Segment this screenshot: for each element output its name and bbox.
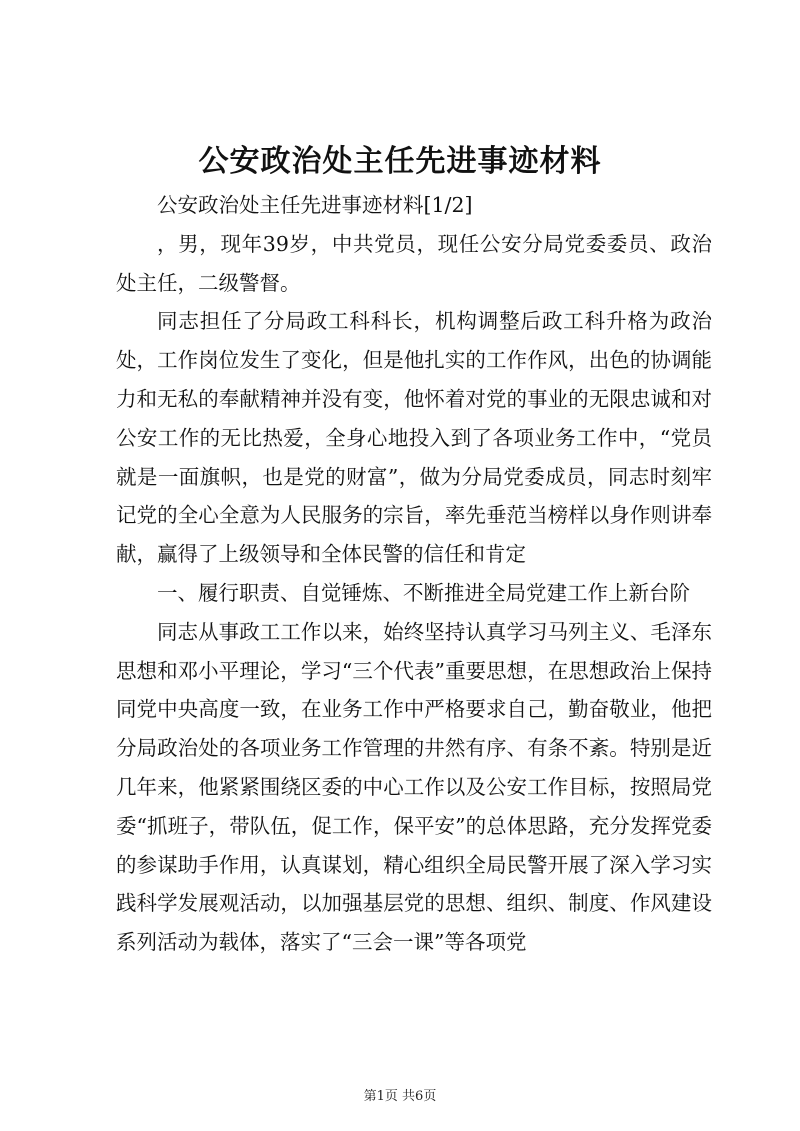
paragraph-subtitle: 公安政治处主任先进事迹材料[1/2] [157, 193, 473, 217]
document-title: 公安政治处主任先进事迹材料 [198, 144, 602, 179]
document-body [116, 186, 712, 962]
paragraph-work: 同志从事政工工作以来，始终坚持认真学习马列主义、毛泽东思想和邓小平理论，学习“三个代表”重要思想，在思想政治上保持同党中央高度一致，在业务工作中严格要求自己，勤奋敬业，他把分局政治处的各项业务工作管理的井然有序、有条不紊。特别是近几年来，他紧紧围绕区委的中心工作以及公安工作目标，按照局党委“抓班子，带队伍，促工作，保平安”的总体思路，充分发挥党委的参谋助手作用，认真谋划，精心组织全局民警开展了深入学习实践科学发展观活动，以加强基层党的思想、组织、制度、作风建设系列活动为载体，落实了“三会一课”等各项党 [116, 619, 712, 955]
paragraph-intro: ，男，现年39岁，中共党员，现任公安分局党委委员、政治处主任，二级警督。 [116, 231, 712, 295]
page-footer: 第1页 共6页 [363, 1089, 437, 1104]
section-heading: 一、履行职责、自觉锤炼、不断推进全局党建工作上新台阶 [157, 580, 690, 605]
paragraph-career: 同志担任了分局政工科科长，机构调整后政工科升格为政治处，工作岗位发生了变化，但是他扎实的工作作风，出色的协调能力和无私的奉献精神并没有变，他怀着对党的事业的无限忠诚和对公安工作的无比热爱，全身心地投入到了各项业务工作中，“党员就是一面旗帜，也是党的财富”，做为分局党委成员，同志时刻牢记党的全心全意为人民服务的宗旨，率先垂范当榜样以身作则讲奉献，赢得了上级领导和全体民警的信任和肯定 [116, 309, 712, 567]
